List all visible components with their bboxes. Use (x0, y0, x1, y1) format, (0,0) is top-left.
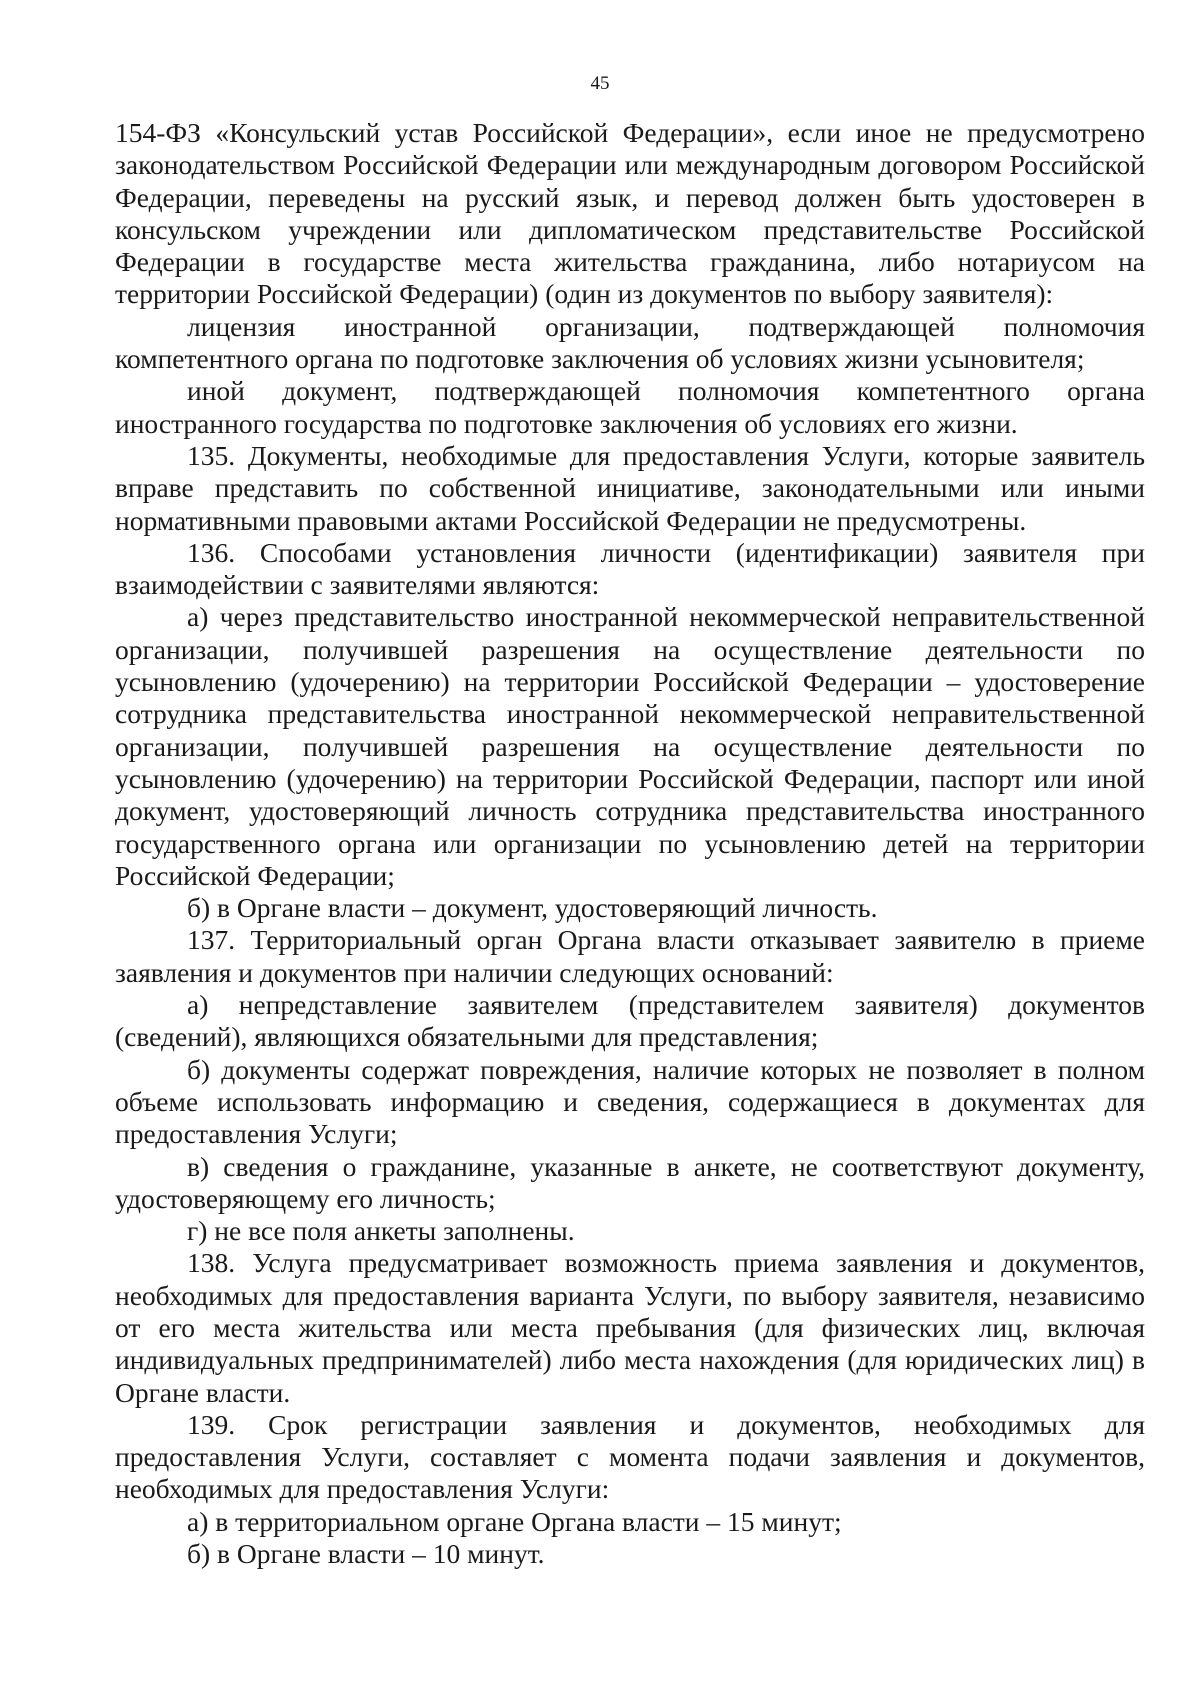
document-body (115, 117, 1145, 1570)
paragraph-other-document-item: иной документ, подтверждающей полномочия компетентного органа иностранного государства по подготовке заключения об условиях его жизни. (115, 375, 1145, 439)
paragraph-137-v: в) сведения о гражданине, указанные в анкете, не соответствуют документу, удостоверяющему его личность; (115, 1150, 1145, 1214)
paragraph-135: 135. Документы, необходимые для предоставления Услуги, которые заявитель вправе представить по собственной инициативе, законодательными или иными нормативными правовыми актами Российской Федерации не предусмотрены. (115, 439, 1145, 536)
paragraph-license-item: лицензия иностранной организации, подтверждающей полномочия компетентного органа по подготовке заключения об условиях жизни усыновителя; (115, 310, 1145, 375)
paragraph-139: 139. Срок регистрации заявления и документов, необходимых для предоставления Услуги, составляет с момента подачи заявления и документов, необходимых для предоставления Услуги: (115, 1408, 1145, 1505)
paragraph-139-a: а) в территориальном органе Органа власти – 15 минут; (187, 1505, 842, 1537)
page-number: 45 (590, 73, 610, 94)
paragraph-137-g: г) не все поля анкеты заполнены. (187, 1215, 575, 1247)
paragraph-138: 138. Услуга предусматривает возможность приема заявления и документов, необходимых для предоставления варианта Услуги, по выбору заявителя, независимо от его места жительства или места пребывания (для физических лиц, включая индивидуальных предпринимателей) либо места нахождения (для юридических лиц) в Органе власти. (115, 1247, 1145, 1408)
paragraph-continuation: 154-ФЗ «Консульский устав Российской Федерации», если иное не предусмотрено законодательством Российской Федерации или международным договором Российской Федерации, переведены на русский язык, и перевод должен быть удостоверен в консульском учреждении или дипломатическом представительстве Российской Федерации в государстве места жительства гражданина, либо нотариусом на территории Российской Федерации) (один из документов по выбору заявителя): (115, 117, 1145, 310)
paragraph-137-a: а) непредставление заявителем (представителем заявителя) документов (сведений), являющихся обязательными для представления; (115, 989, 1145, 1053)
paragraph-139-b: б) в Органе власти – 10 минут. (187, 1538, 545, 1570)
paragraph-136-a: а) через представительство иностранной некоммерческой неправительственной организации, получившей разрешения на осуществление деятельности по усыновлению (удочерению) на территории Российской Федерации – удостоверение сотрудника представительства иностранной некоммерческой неправительственной организации, получившей разрешения на осуществление деятельности по усыновлению (удочерению) на территории Российской Федерации, паспорт или иной документ, удостоверяющий личность сотрудника представительства иностранного государственного органа или организации по усыновлению детей на территории Российской Федерации; (115, 601, 1145, 891)
paragraph-136: 136. Способами установления личности (идентификации) заявителя при взаимодействии с заявителями являются: (115, 536, 1145, 601)
paragraph-137-b: б) документы содержат повреждения, наличие которых не позволяет в полном объеме использовать информацию и сведения, содержащиеся в документах для предоставления Услуги; (115, 1053, 1145, 1150)
paragraph-136-b: б) в Органе власти – документ, удостоверяющий личность. (187, 892, 878, 924)
paragraph-137: 137. Территориальный орган Органа власти отказывает заявителю в приеме заявления и документов при наличии следующих оснований: (115, 924, 1145, 988)
